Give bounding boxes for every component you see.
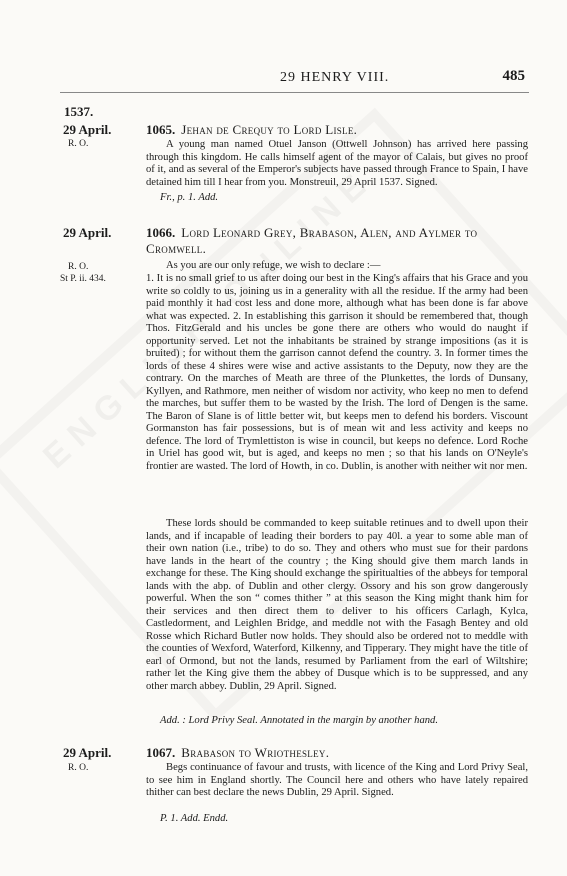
entry-note: Fr., p. 1. Add. bbox=[160, 192, 219, 203]
year-heading: 1537. bbox=[64, 104, 94, 119]
entry-heading bbox=[146, 745, 528, 761]
entry-heading bbox=[146, 225, 528, 257]
entry-paragraph: These lords should be commanded to keep suitable retinues and to dwell upon their lands, and if incapable of leading their borders to pay 40l. a year to some able man of their own nation (i.e., tribe) to do so. They and others who must sue for their pardons have lands in the heart of the country ; the King should give them march lands in exchange for these. The King should exchange the spiritualties of the abbeys for temporal lands with the abp. of Dublin and other clergy. Ossory and his son grow dangerously powerful. When the son “ comes thither ” at this season the King might thank him for their services and then direct them to deliver to his officers Carlagh, Kylca, Castledorment, and Leighlen Bridge, and meddle not with the Fasagh Bentey and old Rosse which Richard Butler now holds. They should also be ordered not to meddle with the counties of Wexford, Waterford, Kilkenny, and Tipperary. They might have the title of earl of Ormond, but not the lands, resumed by Parliament from the earl of Wiltshire; rather let the King give them the abbey of Dusque which is to be suppressed, and any other march abbey. Dublin, 29 April. Signed. bbox=[146, 518, 528, 692]
header-rule bbox=[60, 92, 529, 93]
entry-intro: As you are our only refuge, we wish to declare :— bbox=[166, 260, 381, 271]
entry-number: 1065. bbox=[146, 122, 176, 137]
entry-note bbox=[160, 715, 438, 726]
entry-text: A young man named Otuel Janson (Ottwell Johnson) has arrived here passing through this kingdom. He calls himself agent of the mayor of Calais, but gives no proof of it, and as several of the Emperor's subjects have passed through France to Spain, I have detained him till I hear from you. Monstreuil, 29 April 1537. Signed. bbox=[146, 139, 528, 188]
entry-date: 29 April. bbox=[63, 122, 112, 137]
source-ref: R. O. bbox=[68, 763, 89, 773]
source-ref: R. O. bbox=[68, 262, 89, 272]
entry-text: Begs continuance of favour and trusts, with licence of the King and Lord Privy Seal, to see him in England shortly. The Council here and others who have lately repaired thither can best declare the news Dublin, 29 April. Signed. bbox=[146, 762, 528, 798]
page-number: 485 bbox=[502, 68, 525, 84]
entry-paragraph: 1. It is no small grief to us after doing our best in the King's affairs that his Grace and you write so coldly to us, joining us in a generality with all the residue. If the army had been paid monthly it had cost less and done more, although what has been done is far above what was expected. 2. In establishing this garrison it should be remembered that, though Thos. FitzGerald and his uncles be gone there are others who would do naught if opportunity served. Let not the inhabitants be strained by strange impositions (as it is bruited) ; for without them the garrison cannot defend the country. 3. In former times the lords of these 4 shires were wise and active assistants to the Deputy, now they are the contrary. On the marches of Meath are three of the Plunkettes, the lords of Dunsany, Kyllyen, and Rathmore, men neither of wisdom nor activity, who keep no men to defend the marches, but suffer them to be wasted by the Irish. The lord of Dengen is the same. The Baron of Slane is of little better wit, but keeps men to defend his borders. Viscount Gormanston has fair possessions, but is of mean wit and less activity and keeps no defence. The lord of Trymlettiston is wise in council, but keeps no defence. Lord Roche in Uriel has good wit, but is aged, and keeps no men ; so that his lands on O'Neyle's frontier are wasted. The lord of Howth, in co. Dublin, is another with neither wit nor men. bbox=[146, 273, 528, 472]
annotation-note: Annotated in the margin by another hand. bbox=[260, 715, 438, 726]
entry-heading bbox=[146, 122, 528, 138]
source-ref: R. O. bbox=[68, 139, 89, 149]
entry-title: Jehan de Crequy to Lord Lisle. bbox=[181, 122, 358, 137]
entry-number: 1067. bbox=[146, 745, 176, 760]
entry-title: Brabason to Wriothesley. bbox=[181, 745, 330, 760]
entry-note: P. 1. Add. Endd. bbox=[160, 813, 229, 824]
address-note: Add. : Lord Privy Seal. bbox=[160, 715, 258, 726]
source-ref: St P. ii. 434. bbox=[60, 274, 106, 284]
running-head: 29 HENRY VIII. bbox=[280, 70, 390, 85]
entry-date: 29 April. bbox=[63, 745, 112, 760]
entry-number: 1066. bbox=[146, 225, 176, 240]
entry-title: Lord Leonard Grey, Brabason, Alen, and Aylmer to Cromwell. bbox=[146, 225, 478, 256]
entry-date: 29 April. bbox=[63, 225, 112, 240]
